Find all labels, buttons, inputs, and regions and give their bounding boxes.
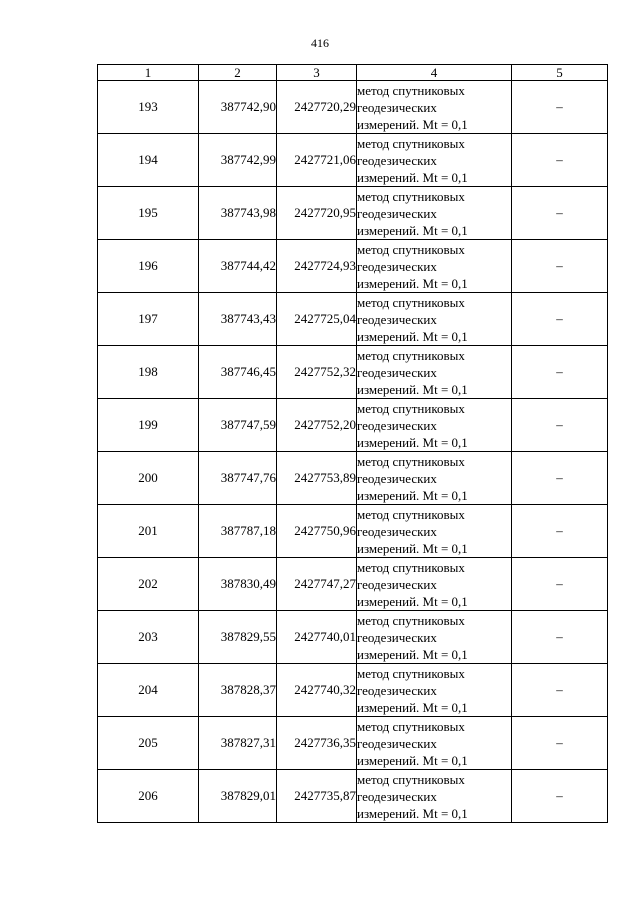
method-cell	[357, 505, 512, 558]
header-col-4: 4	[357, 65, 512, 81]
method-line-2: геодезических	[357, 311, 437, 327]
table-body	[98, 81, 608, 823]
description-cell: –	[512, 558, 608, 611]
description-cell: –	[512, 81, 608, 134]
coordinate-x: 387829,55	[199, 611, 277, 664]
coordinate-y: 2427752,20	[277, 399, 357, 452]
method-line-1: метод спутниковых	[357, 294, 465, 310]
coordinate-y: 2427753,89	[277, 452, 357, 505]
method-line-2: геодезических	[357, 735, 437, 751]
point-number: 197	[98, 293, 199, 346]
method-line-1: метод спутниковых	[357, 188, 465, 204]
method-line-2: геодезических	[357, 364, 437, 380]
method-line-1: метод спутниковых	[357, 612, 465, 628]
method-cell	[357, 770, 512, 823]
point-number: 201	[98, 505, 199, 558]
method-cell	[357, 558, 512, 611]
point-number: 203	[98, 611, 199, 664]
page-number: 416	[311, 36, 329, 50]
description-cell: –	[512, 611, 608, 664]
coordinate-x: 387827,31	[199, 717, 277, 770]
method-line-3: измерений. Mt = 0,1	[357, 646, 468, 662]
point-number: 204	[98, 664, 199, 717]
table-row	[98, 187, 608, 240]
coordinate-x: 387828,37	[199, 664, 277, 717]
coordinate-y: 2427725,04	[277, 293, 357, 346]
method-line-1: метод спутниковых	[357, 347, 465, 363]
point-number: 205	[98, 717, 199, 770]
method-line-3: измерений. Mt = 0,1	[357, 169, 468, 185]
description-cell: –	[512, 505, 608, 558]
method-line-1: метод спутниковых	[357, 82, 465, 98]
coordinate-y: 2427750,96	[277, 505, 357, 558]
description-cell: –	[512, 770, 608, 823]
method-line-1: метод спутниковых	[357, 400, 465, 416]
description-cell: –	[512, 134, 608, 187]
table-row	[98, 770, 608, 823]
point-number: 200	[98, 452, 199, 505]
table-row	[98, 134, 608, 187]
header-col-5: 5	[512, 65, 608, 81]
point-number: 199	[98, 399, 199, 452]
table-row	[98, 664, 608, 717]
method-line-3: измерений. Mt = 0,1	[357, 434, 468, 450]
method-line-2: геодезических	[357, 99, 437, 115]
coordinate-y: 2427736,35	[277, 717, 357, 770]
method-line-1: метод спутниковых	[357, 665, 465, 681]
coordinate-x: 387743,43	[199, 293, 277, 346]
method-line-2: геодезических	[357, 682, 437, 698]
description-cell: –	[512, 664, 608, 717]
point-number: 196	[98, 240, 199, 293]
method-cell	[357, 717, 512, 770]
method-cell	[357, 399, 512, 452]
coordinate-x: 387787,18	[199, 505, 277, 558]
method-line-3: измерений. Mt = 0,1	[357, 540, 468, 556]
point-number: 194	[98, 134, 199, 187]
method-cell	[357, 346, 512, 399]
table-row	[98, 558, 608, 611]
coordinate-x: 387744,42	[199, 240, 277, 293]
description-cell: –	[512, 346, 608, 399]
method-line-1: метод спутниковых	[357, 559, 465, 575]
method-line-2: геодезических	[357, 258, 437, 274]
method-line-2: геодезических	[357, 152, 437, 168]
table-row	[98, 399, 608, 452]
coordinate-y: 2427724,93	[277, 240, 357, 293]
method-cell	[357, 134, 512, 187]
description-cell: –	[512, 452, 608, 505]
method-line-2: геодезических	[357, 576, 437, 592]
description-cell: –	[512, 240, 608, 293]
point-number: 198	[98, 346, 199, 399]
description-cell: –	[512, 187, 608, 240]
method-line-1: метод спутниковых	[357, 135, 465, 151]
coordinate-y: 2427747,27	[277, 558, 357, 611]
method-line-3: измерений. Mt = 0,1	[357, 593, 468, 609]
header-col-2: 2	[199, 65, 277, 81]
method-cell	[357, 81, 512, 134]
coordinate-x: 387829,01	[199, 770, 277, 823]
method-line-2: геодезических	[357, 629, 437, 645]
method-line-3: измерений. Mt = 0,1	[357, 381, 468, 397]
coordinate-y: 2427740,01	[277, 611, 357, 664]
header-col-3: 3	[277, 65, 357, 81]
method-line-2: геодезических	[357, 205, 437, 221]
coordinate-y: 2427735,87	[277, 770, 357, 823]
method-line-2: геодезических	[357, 523, 437, 539]
method-line-1: метод спутниковых	[357, 453, 465, 469]
method-line-2: геодезических	[357, 417, 437, 433]
table-row	[98, 611, 608, 664]
method-cell	[357, 664, 512, 717]
method-cell	[357, 187, 512, 240]
table-row	[98, 240, 608, 293]
coordinate-x: 387742,90	[199, 81, 277, 134]
method-line-1: метод спутниковых	[357, 241, 465, 257]
method-line-3: измерений. Mt = 0,1	[357, 752, 468, 768]
header-col-1: 1	[98, 65, 199, 81]
coordinate-y: 2427721,06	[277, 134, 357, 187]
coordinate-x: 387743,98	[199, 187, 277, 240]
method-line-1: метод спутниковых	[357, 771, 465, 787]
method-line-2: геодезических	[357, 788, 437, 804]
header-row	[98, 65, 608, 81]
coordinate-y: 2427740,32	[277, 664, 357, 717]
coordinate-x: 387742,99	[199, 134, 277, 187]
table-row	[98, 81, 608, 134]
coordinate-y: 2427752,32	[277, 346, 357, 399]
point-number: 206	[98, 770, 199, 823]
point-number: 202	[98, 558, 199, 611]
method-line-3: измерений. Mt = 0,1	[357, 275, 468, 291]
point-number: 193	[98, 81, 199, 134]
method-line-3: измерений. Mt = 0,1	[357, 805, 468, 821]
method-line-3: измерений. Mt = 0,1	[357, 116, 468, 132]
method-cell	[357, 240, 512, 293]
method-cell	[357, 452, 512, 505]
coordinates-table	[97, 64, 608, 823]
description-cell: –	[512, 717, 608, 770]
description-cell: –	[512, 399, 608, 452]
coordinate-x: 387747,59	[199, 399, 277, 452]
method-cell	[357, 611, 512, 664]
method-line-3: измерений. Mt = 0,1	[357, 699, 468, 715]
method-line-3: измерений. Mt = 0,1	[357, 328, 468, 344]
table-row	[98, 505, 608, 558]
table-header	[98, 65, 608, 81]
method-line-3: измерений. Mt = 0,1	[357, 487, 468, 503]
description-cell: –	[512, 293, 608, 346]
table-row	[98, 452, 608, 505]
method-line-3: измерений. Mt = 0,1	[357, 222, 468, 238]
coordinate-x: 387746,45	[199, 346, 277, 399]
coordinate-x: 387747,76	[199, 452, 277, 505]
table-row	[98, 717, 608, 770]
method-line-1: метод спутниковых	[357, 506, 465, 522]
coordinate-y: 2427720,95	[277, 187, 357, 240]
coordinate-y: 2427720,29	[277, 81, 357, 134]
method-line-1: метод спутниковых	[357, 718, 465, 734]
table-row	[98, 346, 608, 399]
method-cell	[357, 293, 512, 346]
method-line-2: геодезических	[357, 470, 437, 486]
coordinate-x: 387830,49	[199, 558, 277, 611]
table-row	[98, 293, 608, 346]
point-number: 195	[98, 187, 199, 240]
